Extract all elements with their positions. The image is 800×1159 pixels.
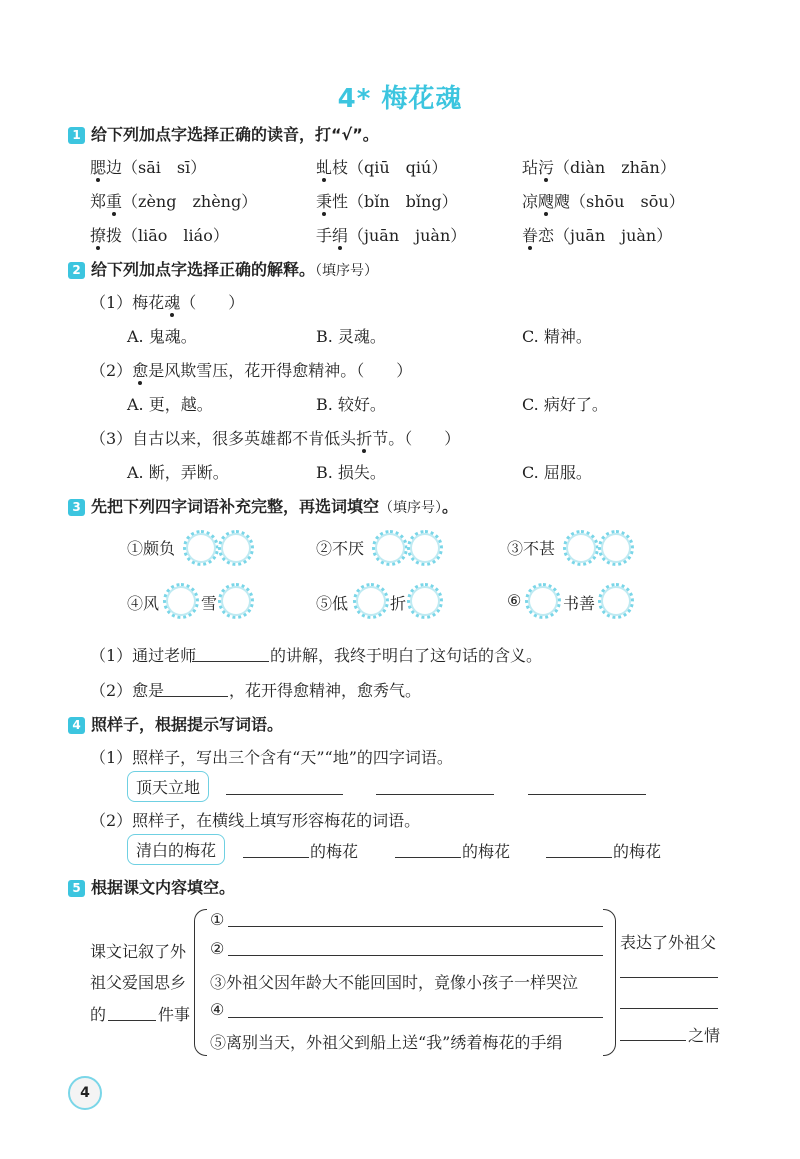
- q1-item-dotted-char: 秉: [316, 192, 333, 211]
- q1-item[interactable]: [522, 223, 672, 246]
- q1-item-post: 枝（qiū qiú）: [332, 158, 448, 177]
- q1-number: 1: [68, 127, 85, 144]
- flower-blank-2b[interactable]: [407, 530, 443, 566]
- q1-item-pre: 凉: [522, 192, 539, 211]
- q1-item-dotted-char: 污: [538, 158, 555, 177]
- q2-question-dotted-char: 愈: [132, 361, 149, 380]
- q2-question-post: （ ）: [180, 293, 245, 312]
- q2-question: [90, 290, 244, 313]
- q4-blank-4[interactable]: [243, 857, 309, 858]
- q5-item-2: ②: [210, 939, 225, 958]
- q3-fill-1-blank[interactable]: [192, 661, 269, 662]
- q1-item-post: （juān juàn）: [348, 226, 467, 245]
- q1-item[interactable]: [522, 189, 685, 212]
- q3-word-6b: 书善: [563, 594, 596, 613]
- q1-item[interactable]: [90, 189, 257, 212]
- q1-item-post: 边（sāi sī）: [106, 158, 207, 177]
- q5-right-end: 之情: [688, 1026, 721, 1045]
- q1-item-pre: 玷: [522, 158, 539, 177]
- q3-word-6a: ⑥: [507, 591, 522, 610]
- q5-item-1: ①: [210, 910, 225, 929]
- q1-item-post: （zèng zhèng）: [122, 192, 258, 211]
- q1-item-dotted-char: 撩: [90, 226, 107, 245]
- flower-blank-2a[interactable]: [372, 530, 408, 566]
- q1-item[interactable]: [316, 155, 447, 178]
- q1-heading-text: 给下列加点字选择正确的读音，打“√”。: [91, 125, 379, 144]
- q3-fill-2-pre: （2）愈是: [90, 681, 165, 700]
- q2-option[interactable]: A. 更，越。: [127, 395, 213, 414]
- q3-word-1: ①颇负: [127, 539, 176, 558]
- flower-blank-3b[interactable]: [598, 530, 634, 566]
- q1-item-dotted-char: 重: [106, 192, 123, 211]
- flower-blank-6a[interactable]: [525, 583, 561, 619]
- q5-number: 5: [68, 880, 85, 897]
- q2-note: （填序号）: [315, 263, 379, 279]
- q3-word-2: ②不厌: [316, 539, 365, 558]
- q1-item-post: 飕（shōu sōu）: [554, 192, 685, 211]
- q1-item[interactable]: [522, 155, 676, 178]
- q5-right-text: 表达了外祖父: [620, 933, 717, 952]
- q2-option[interactable]: B. 损失。: [316, 463, 386, 482]
- q2-heading: [68, 257, 378, 280]
- q5-item-4-blank[interactable]: [228, 1017, 603, 1018]
- q3-fill-2-blank[interactable]: [160, 696, 228, 697]
- q2-question-pre: （3）自古以来，很多英雄都不肯低头: [90, 429, 357, 448]
- q3-heading-text: 先把下列四字词语补充完整，再选词填空: [91, 497, 380, 516]
- q1-item-post: 恋（juān juàn）: [538, 226, 673, 245]
- q4-blank-6[interactable]: [546, 857, 612, 858]
- q5-item-5: ⑤离别当天，外祖父到船上送“我”绣着梅花的手绢: [210, 1033, 563, 1052]
- q2-question-dotted-char: 魂: [164, 293, 181, 312]
- q2-question: [90, 358, 412, 381]
- q2-option[interactable]: A. 鬼魂。: [127, 327, 197, 346]
- right-brace: [603, 909, 616, 1056]
- q3-word-5a: ⑤低: [316, 594, 349, 613]
- q1-heading: [68, 122, 379, 145]
- q5-heading: [68, 875, 235, 898]
- q1-item[interactable]: [316, 189, 458, 212]
- q5-item-3: ③外祖父因年龄大不能回国时，竟像小孩子一样哭泣: [210, 973, 579, 992]
- q1-item-dotted-char: 眷: [522, 226, 539, 245]
- q1-item-dotted-char: 虬: [316, 158, 333, 177]
- q3-number: 3: [68, 499, 85, 516]
- q1-item-dotted-char: 腮: [90, 158, 107, 177]
- flower-blank-4a[interactable]: [163, 583, 199, 619]
- q4-blank-1[interactable]: [226, 794, 343, 795]
- q5-left-line1: 课文记叙了外: [90, 942, 187, 961]
- q1-item-post: 拨（liāo liáo）: [106, 226, 229, 245]
- q2-option[interactable]: C. 屈服。: [522, 463, 592, 482]
- flower-blank-3a[interactable]: [563, 530, 599, 566]
- flower-blank-1a[interactable]: [183, 530, 219, 566]
- q5-count-blank[interactable]: [108, 1020, 156, 1021]
- flower-blank-5a[interactable]: [353, 583, 389, 619]
- q1-item-dotted-char: 飕: [538, 192, 555, 211]
- q3-word-5b: 折: [390, 594, 407, 613]
- q5-item-1-blank[interactable]: [228, 926, 603, 927]
- q2-number: 2: [68, 262, 85, 279]
- q2-question-post: 是风欺雪压，花开得愈精神。（ ）: [148, 361, 413, 380]
- q1-item[interactable]: [316, 223, 466, 246]
- q1-item-dotted-char: 绢: [332, 226, 349, 245]
- q2-option[interactable]: B. 较好。: [316, 395, 386, 414]
- q3-heading: [68, 494, 458, 517]
- q4-number: 4: [68, 717, 85, 734]
- q4-sub1: （1）照样子，写出三个含有“天”“地”的四字词语。: [90, 748, 453, 767]
- q4-suffix-1: 的梅花: [310, 842, 359, 861]
- flower-blank-4b[interactable]: [218, 583, 254, 619]
- q5-heading-text: 根据课文内容填空。: [91, 878, 236, 897]
- flower-blank-1b[interactable]: [218, 530, 254, 566]
- q2-question-pre: （2）: [90, 361, 133, 380]
- q5-right-blank-3[interactable]: [620, 1040, 686, 1041]
- q2-question-dotted-char: 折: [356, 429, 373, 448]
- flower-blank-5b[interactable]: [407, 583, 443, 619]
- q5-left-line2: 祖父爱国思乡: [90, 973, 187, 992]
- q5-right-blank-1[interactable]: [620, 977, 718, 978]
- q2-question-post: 节。（ ）: [372, 429, 461, 448]
- page-title: 4* 梅花魂: [337, 84, 463, 114]
- q2-question: [90, 426, 460, 449]
- q2-option[interactable]: C. 精神。: [522, 327, 592, 346]
- q4-heading: [68, 712, 283, 735]
- q3-fill-1-pre: （1）通过老师: [90, 646, 197, 665]
- q1-item-post: （diàn zhān）: [554, 158, 676, 177]
- q5-item-2-blank[interactable]: [228, 955, 603, 956]
- q2-option[interactable]: C. 病好了。: [522, 395, 608, 414]
- left-brace: [194, 909, 207, 1056]
- q4-suffix-2: 的梅花: [462, 842, 511, 861]
- q3-fill-2-post: ，花开得愈精神，愈秀气。: [229, 681, 422, 700]
- q4-sub2: （2）照样子，在横线上填写形容梅花的词语。: [90, 811, 421, 830]
- q3-word-4b: 雪: [201, 594, 218, 613]
- q1-item[interactable]: [90, 223, 229, 246]
- q4-sample-2: 清白的梅花: [127, 834, 225, 865]
- q2-option[interactable]: B. 灵魂。: [316, 327, 386, 346]
- q5-right-blank-2[interactable]: [620, 1008, 718, 1009]
- q1-item-post: 性（bǐn bǐng）: [332, 192, 458, 211]
- q4-heading-text: 照样子，根据提示写词语。: [91, 715, 284, 734]
- flower-blank-6b[interactable]: [598, 583, 634, 619]
- q4-blank-5[interactable]: [395, 857, 461, 858]
- q1-item-pre: 郑: [90, 192, 107, 211]
- q4-blank-3[interactable]: [528, 794, 646, 795]
- q4-suffix-3: 的梅花: [613, 842, 662, 861]
- q5-left-post: 件事: [158, 1005, 191, 1024]
- q2-option[interactable]: A. 断，弄断。: [127, 463, 229, 482]
- q3-fill-1-post: 的讲解，我终于明白了这句话的含义。: [270, 646, 543, 665]
- q1-item[interactable]: [90, 155, 206, 178]
- q5-left-pre: 的: [90, 1005, 107, 1024]
- q1-item-pre: 手: [316, 226, 333, 245]
- q2-question-pre: （1）梅花: [90, 293, 165, 312]
- q3-word-4a: ④风: [127, 594, 160, 613]
- q3-word-3: ③不甚: [507, 539, 556, 558]
- q3-tail: 。: [442, 497, 459, 516]
- page-number: 4: [68, 1076, 102, 1110]
- q2-heading-text: 给下列加点字选择正确的解释。: [91, 260, 316, 279]
- q5-item-4: ④: [210, 1000, 225, 1019]
- q4-blank-2[interactable]: [376, 794, 494, 795]
- q3-note: （填序号）: [379, 500, 443, 516]
- q4-sample-1: 顶天立地: [127, 771, 209, 802]
